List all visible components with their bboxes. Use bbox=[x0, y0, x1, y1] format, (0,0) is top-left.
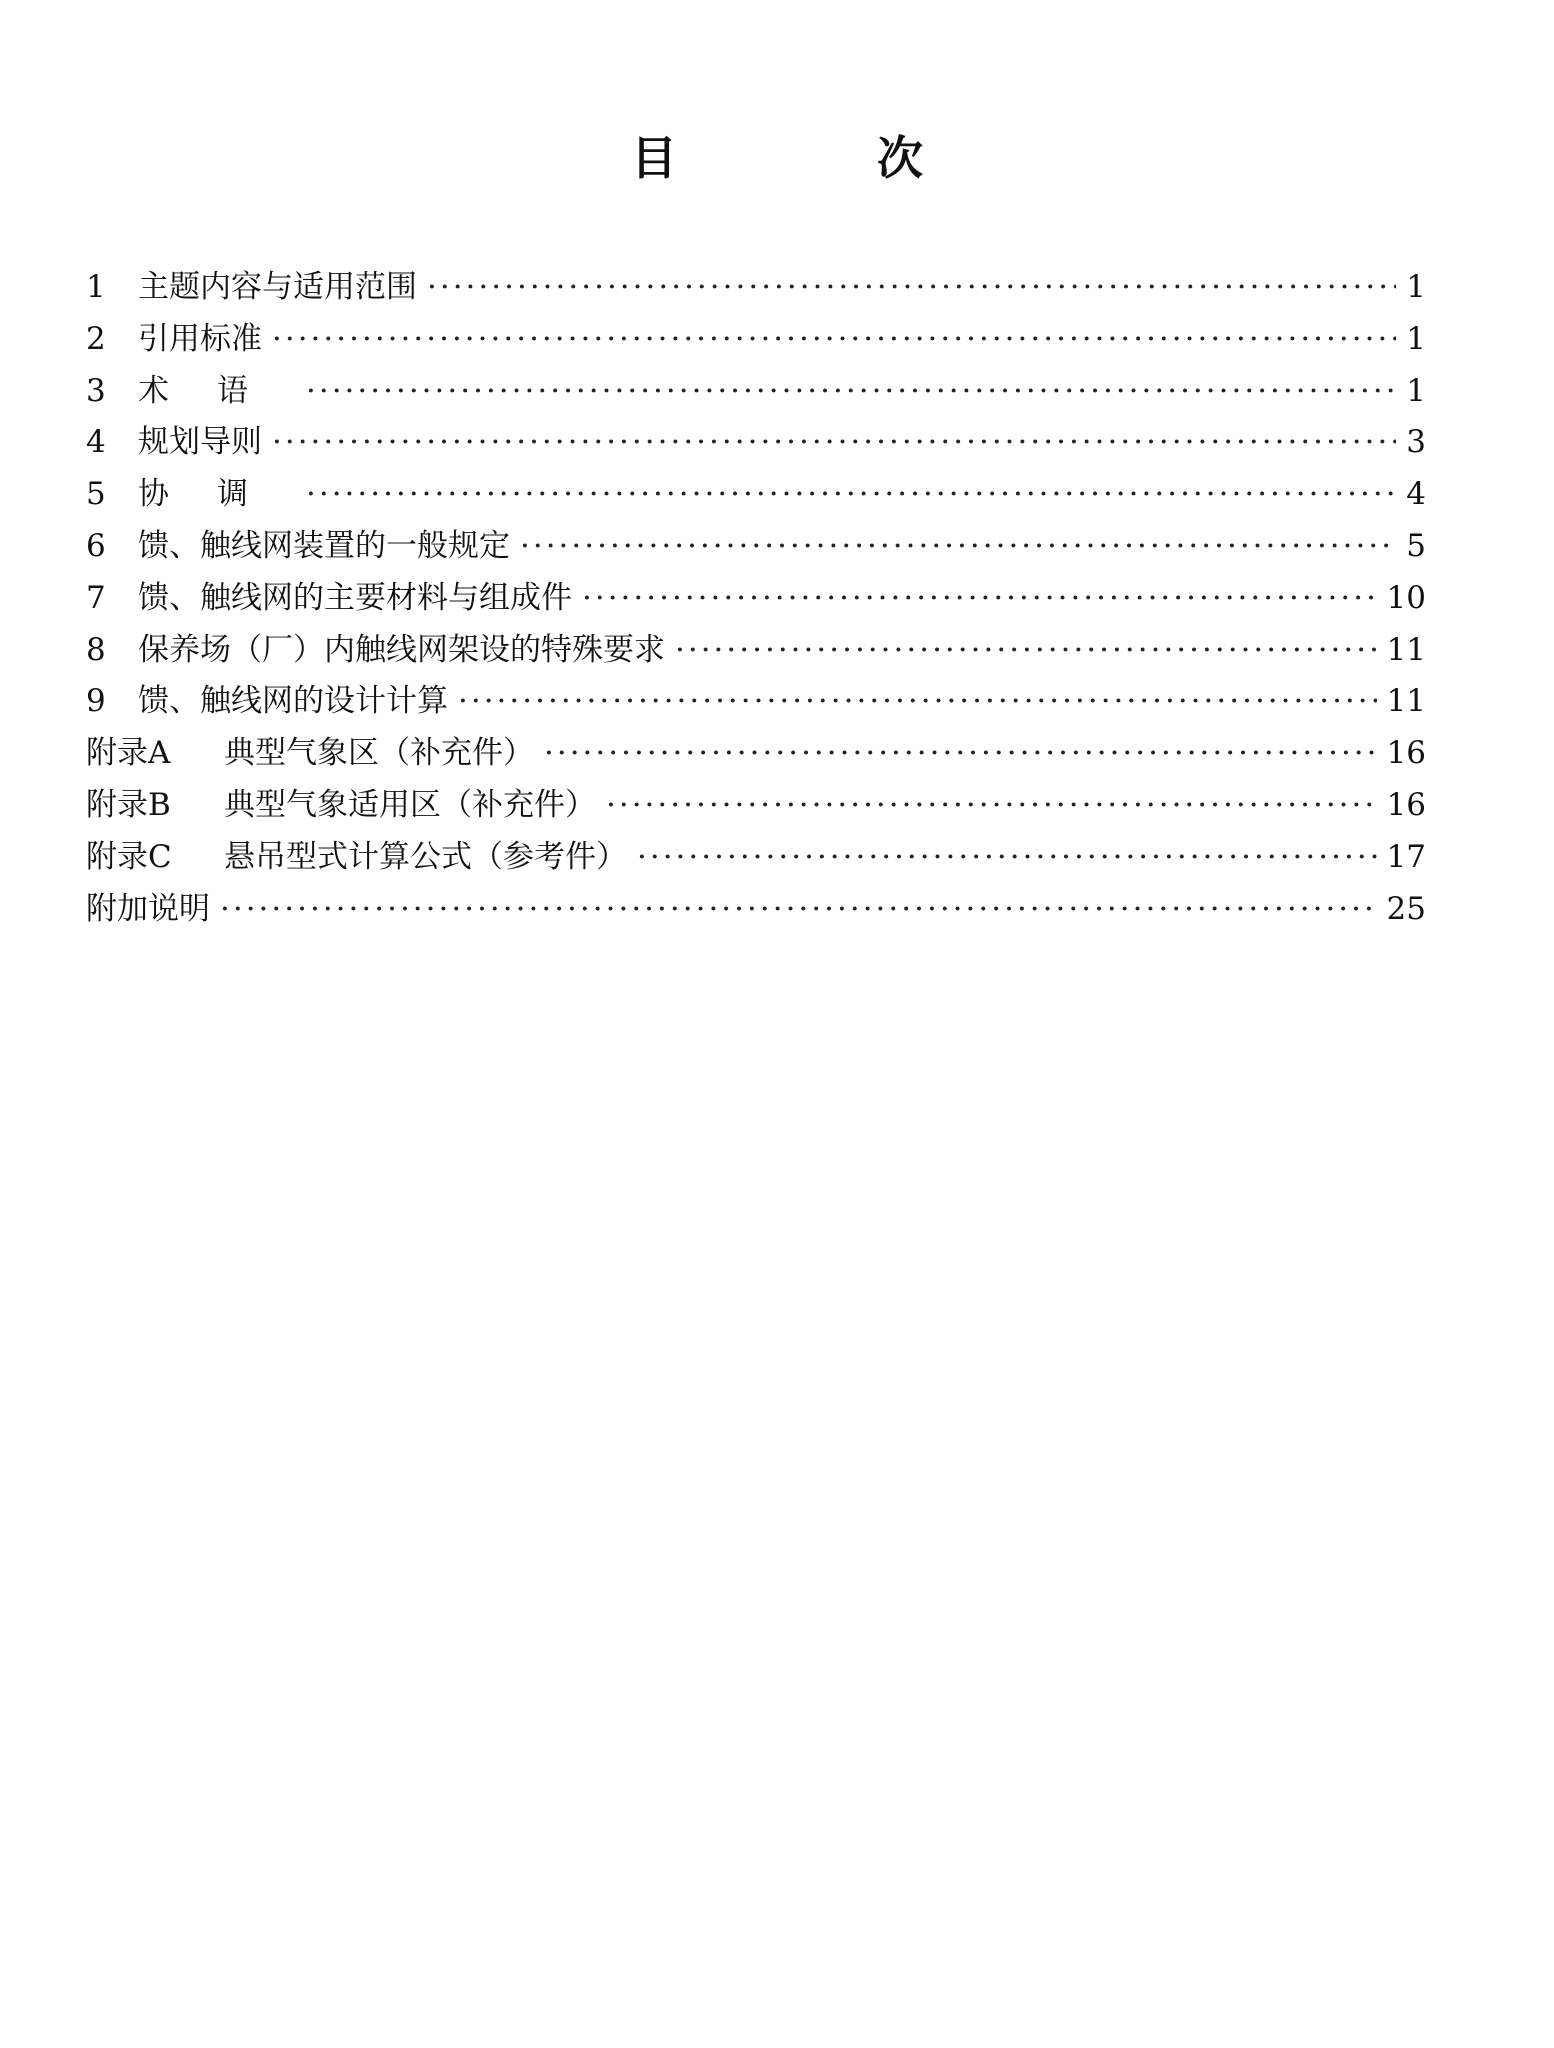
toc-entry-label: 规划导则 bbox=[138, 424, 262, 461]
toc-entry-number: 3 bbox=[86, 372, 106, 409]
toc-entry-number: 9 bbox=[86, 683, 106, 720]
toc-entry-page: 16 bbox=[1386, 786, 1426, 823]
toc-dot-leader bbox=[306, 469, 1396, 521]
toc-entry-label: 术语 bbox=[138, 372, 296, 409]
table-of-contents bbox=[86, 262, 1426, 935]
toc-entry-label: 馈、触线网装置的一般规定 bbox=[138, 527, 510, 564]
toc-entry-9[interactable] bbox=[86, 676, 1426, 728]
toc-dot-leader bbox=[272, 417, 1396, 469]
toc-dot-leader bbox=[606, 780, 1377, 832]
toc-dot-leader bbox=[582, 573, 1377, 625]
toc-entry-page: 11 bbox=[1386, 631, 1426, 668]
toc-dot-leader bbox=[675, 625, 1377, 677]
toc-entry-number: 附录B bbox=[86, 786, 171, 823]
toc-entry-label: 馈、触线网的设计计算 bbox=[138, 683, 448, 720]
toc-entry-number: 4 bbox=[86, 424, 106, 461]
toc-entry-number: 6 bbox=[86, 527, 106, 564]
toc-entry-1[interactable] bbox=[86, 262, 1426, 314]
toc-entry-label: 附加说明 bbox=[86, 890, 210, 927]
toc-dot-leader bbox=[544, 728, 1377, 780]
toc-entry-page: 10 bbox=[1386, 579, 1426, 616]
toc-entry-page: 5 bbox=[1406, 527, 1426, 564]
toc-entry-label: 悬吊型式计算公式（参考件） bbox=[224, 838, 627, 875]
toc-entry-page: 3 bbox=[1406, 424, 1426, 461]
toc-entry-5[interactable] bbox=[86, 469, 1426, 521]
toc-entry-appendix-c[interactable] bbox=[86, 832, 1426, 884]
toc-entry-6[interactable] bbox=[86, 521, 1426, 573]
toc-entry-appendix-a[interactable] bbox=[86, 728, 1426, 780]
toc-entry-8[interactable] bbox=[86, 625, 1426, 677]
toc-entry-2[interactable] bbox=[86, 314, 1426, 366]
toc-entry-number: 2 bbox=[86, 320, 106, 357]
toc-entry-label: 协调 bbox=[138, 476, 296, 513]
toc-entry-label: 引用标准 bbox=[138, 320, 262, 357]
toc-entry-7[interactable] bbox=[86, 573, 1426, 625]
toc-entry-number: 8 bbox=[86, 631, 106, 668]
toc-entry-3[interactable] bbox=[86, 366, 1426, 418]
toc-entry-page: 25 bbox=[1386, 890, 1426, 927]
toc-entry-number: 5 bbox=[86, 476, 106, 513]
toc-entry-label: 典型气象适用区（补充件） bbox=[224, 786, 596, 823]
toc-entry-page: 4 bbox=[1406, 476, 1426, 513]
toc-entry-4[interactable] bbox=[86, 417, 1426, 469]
toc-entry-page: 16 bbox=[1386, 735, 1426, 772]
toc-entry-label: 主题内容与适用范围 bbox=[138, 269, 417, 305]
toc-entry-page: 1 bbox=[1406, 269, 1426, 305]
toc-entry-number: 附录A bbox=[86, 735, 171, 772]
toc-dot-leader bbox=[520, 521, 1396, 573]
toc-entry-additional-notes[interactable] bbox=[86, 884, 1426, 936]
toc-dot-leader bbox=[272, 314, 1396, 366]
toc-dot-leader bbox=[637, 832, 1377, 884]
toc-entry-label: 馈、触线网的主要材料与组成件 bbox=[138, 579, 572, 616]
toc-entry-appendix-b[interactable] bbox=[86, 780, 1426, 832]
toc-entry-page: 11 bbox=[1386, 683, 1426, 720]
toc-entry-label: 保养场（厂）内触线网架设的特殊要求 bbox=[138, 631, 665, 668]
page-title: 目 次 bbox=[630, 131, 1015, 185]
toc-entry-number: 附录C bbox=[86, 838, 172, 875]
toc-entry-number: 1 bbox=[86, 269, 106, 305]
toc-entry-label: 典型气象区（补充件） bbox=[224, 735, 534, 772]
toc-dot-leader bbox=[458, 676, 1377, 728]
toc-dot-leader bbox=[306, 366, 1396, 418]
toc-dot-leader bbox=[220, 884, 1377, 936]
toc-entry-page: 1 bbox=[1406, 320, 1426, 357]
toc-entry-page: 1 bbox=[1406, 372, 1426, 409]
toc-entry-number: 7 bbox=[86, 579, 106, 616]
toc-entry-page: 17 bbox=[1386, 838, 1426, 875]
toc-dot-leader bbox=[427, 262, 1396, 314]
